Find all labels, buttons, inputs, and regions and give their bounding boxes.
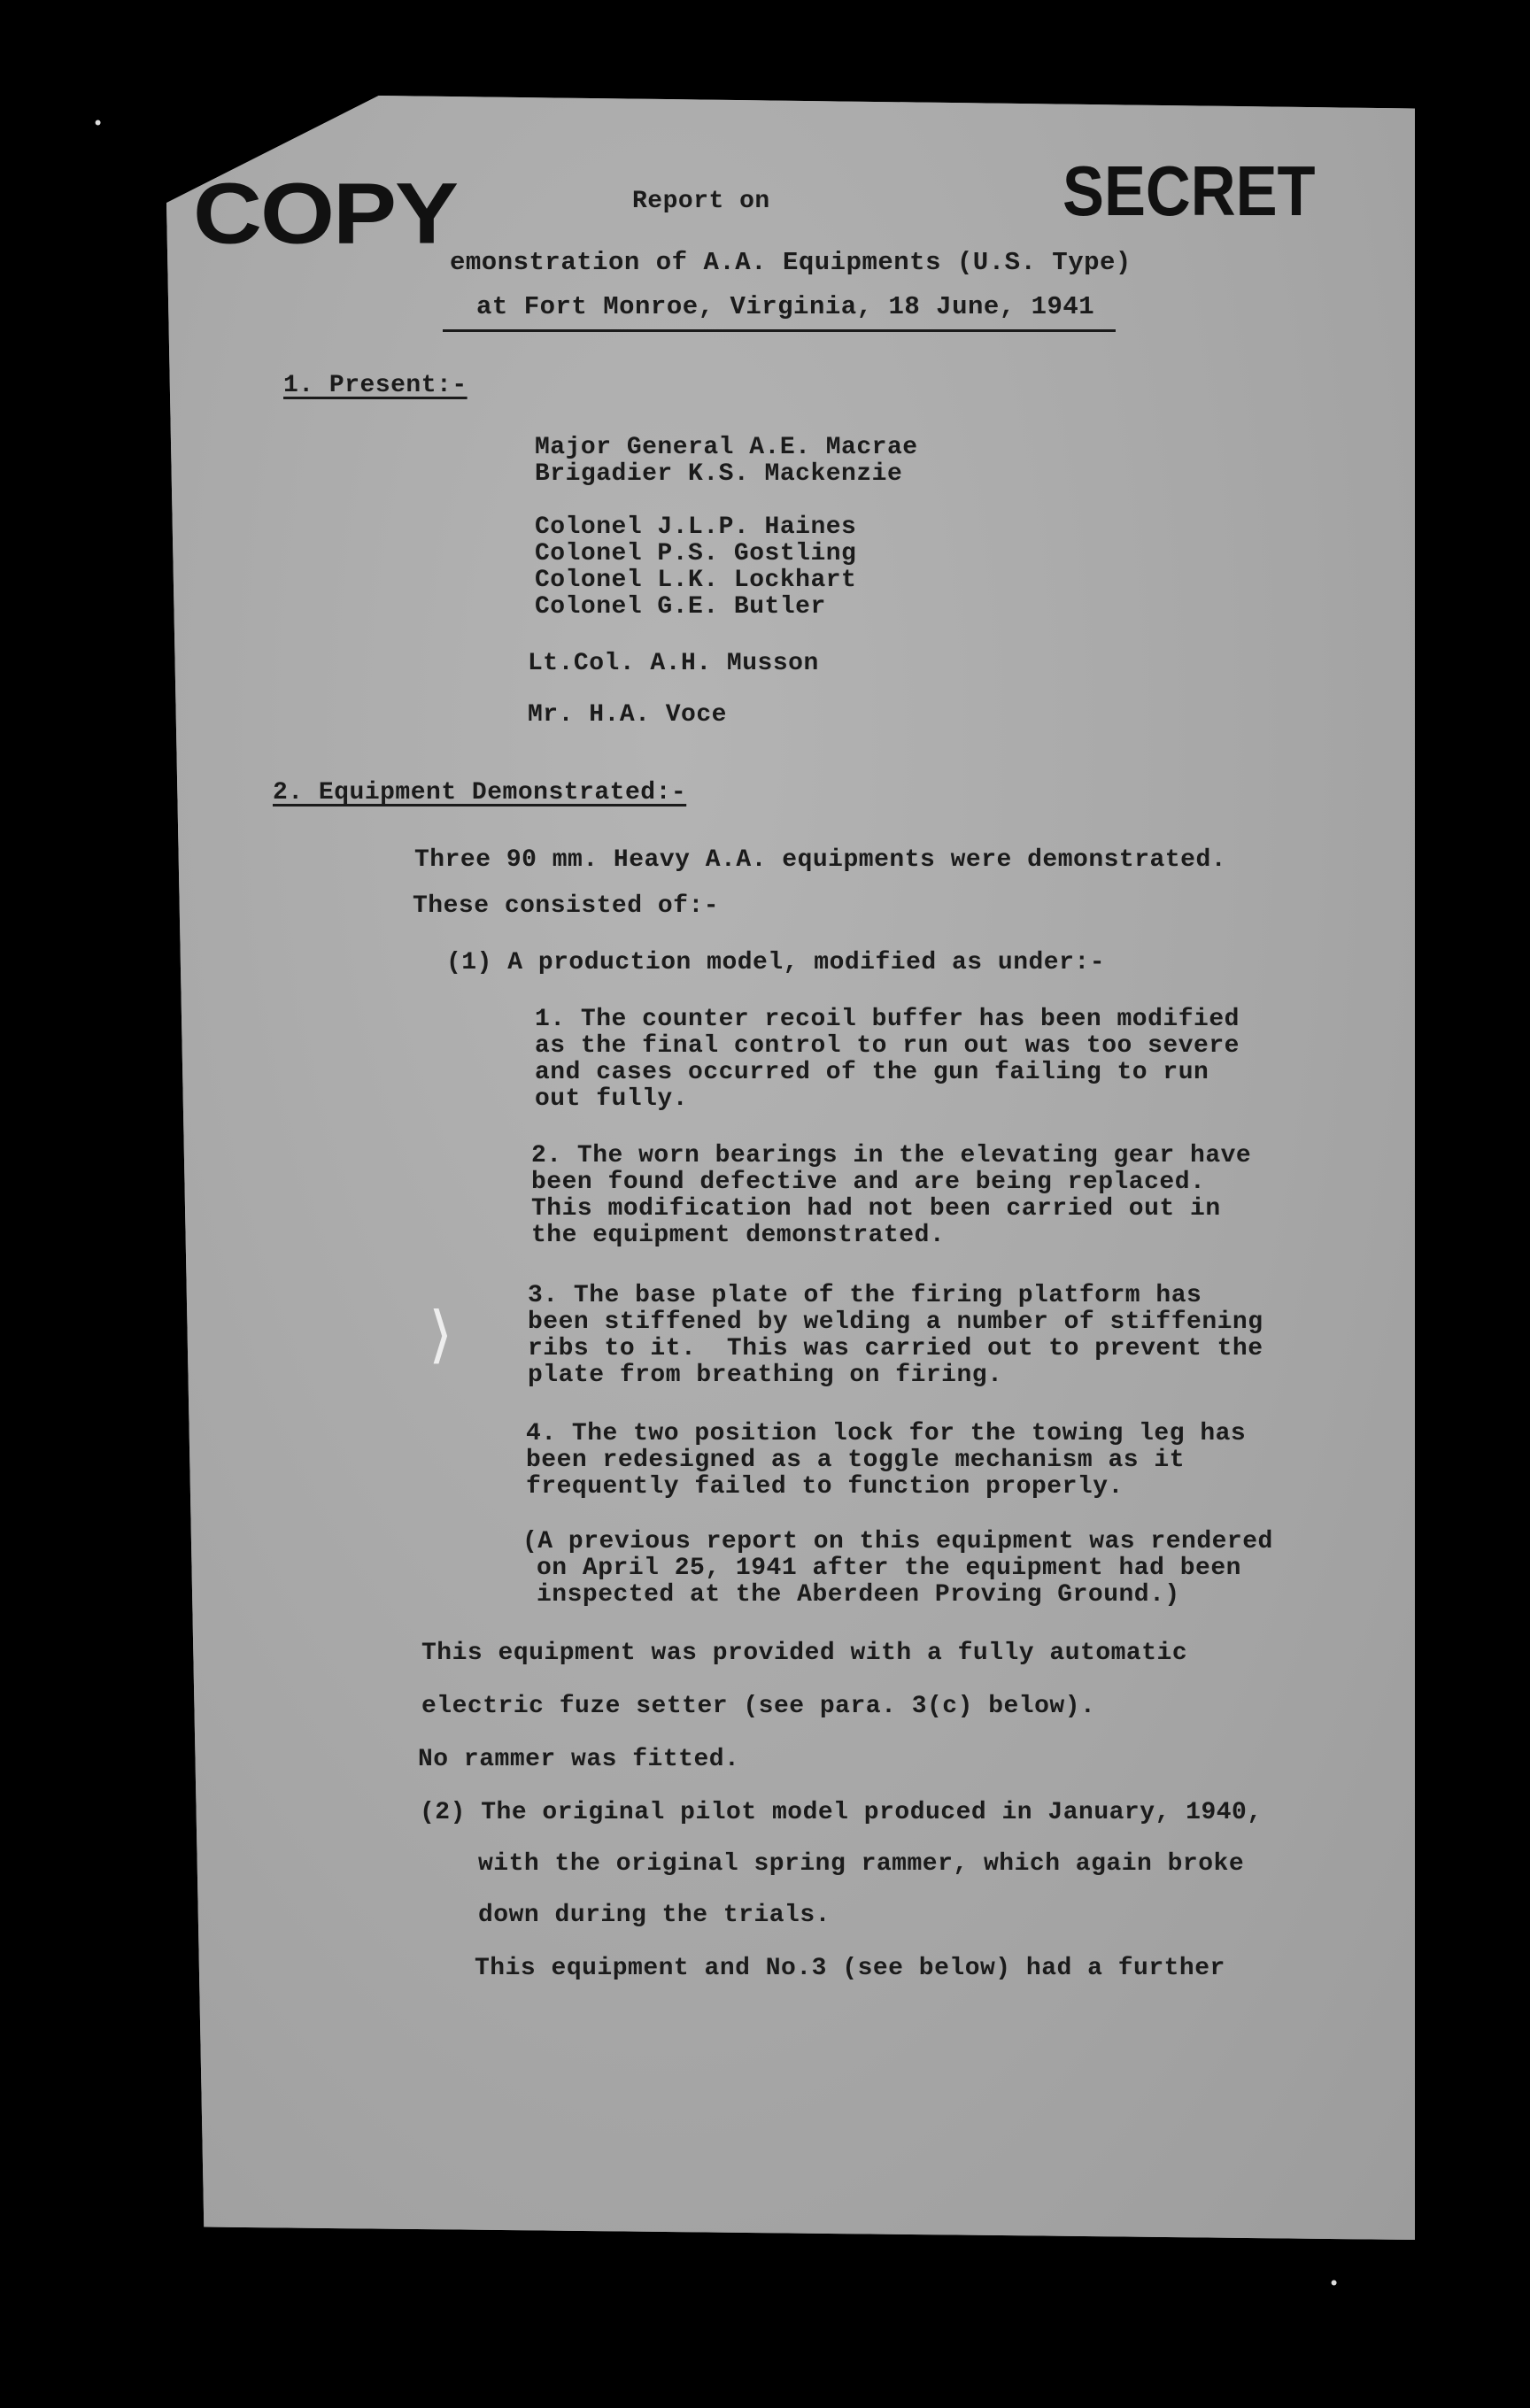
modification-1-line: 1. The counter recoil buffer has been modified — [535, 1006, 1240, 1033]
modification-2-line: 2. The worn bearings in the elevating gear have — [531, 1142, 1252, 1169]
note-line: (A previous report on this equipment was rendered — [522, 1528, 1273, 1555]
secret-stamp: SECRET — [1062, 151, 1316, 230]
note-line: inspected at the Aberdeen Proving Ground.) — [537, 1581, 1180, 1609]
modification-1-line: and cases occurred of the gun failing to run — [535, 1059, 1209, 1086]
scan-speck: • — [92, 113, 104, 135]
modification-4-line: 4. The two position lock for the towing leg has — [526, 1420, 1247, 1447]
item-2-line: with the original spring rammer, which again broke — [478, 1850, 1245, 1878]
attendee: Lt.Col. A.H. Musson — [528, 650, 819, 677]
modification-4-line: frequently failed to function properly. — [526, 1473, 1124, 1501]
report-heading: Report on — [632, 188, 770, 215]
report-title: emonstration of A.A. Equipments (U.S. Type) — [450, 248, 1132, 277]
attendee: Colonel P.S. Gostling — [535, 540, 857, 567]
attendee: Major General A.E. Macrae — [535, 434, 918, 461]
modification-4-line: been redesigned as a toggle mechanism as it — [526, 1447, 1186, 1474]
report-subtitle: at Fort Monroe, Virginia, 18 June, 1941 — [476, 292, 1095, 321]
section-2-heading: 2. Equipment Demonstrated:- — [273, 779, 687, 807]
modification-2-line: This modification had not been carried out in — [531, 1195, 1221, 1223]
intro-line: Three 90 mm. Heavy A.A. equipments were demonstrated. — [414, 846, 1227, 874]
modification-3-line: 3. The base plate of the firing platform has — [528, 1282, 1202, 1309]
consisted-line: These consisted of:- — [413, 892, 720, 920]
scan-speck: • — [1328, 2273, 1341, 2296]
modification-2-line: been found defective and are being replaced. — [531, 1169, 1206, 1196]
last-line: This equipment and No.3 (see below) had a further — [475, 1955, 1225, 1982]
modification-1-line: out fully. — [535, 1085, 689, 1113]
item-2-line: down during the trials. — [478, 1902, 831, 1929]
margin-mark: ⟩ — [429, 1298, 453, 1370]
attendee: Colonel G.E. Butler — [535, 593, 826, 621]
modification-3-line: been stiffened by welding a number of stiffening — [528, 1308, 1263, 1336]
modification-2-line: the equipment demonstrated. — [531, 1222, 946, 1249]
item-1-line: (1) A production model, modified as under:- — [446, 949, 1106, 976]
attendee: Colonel L.K. Lockhart — [535, 567, 857, 594]
modification-3-line: ribs to it. This was carried out to prevent the — [528, 1335, 1263, 1362]
section-1-heading: 1. Present:- — [283, 372, 468, 399]
modification-1-line: as the final control to run out was too severe — [535, 1032, 1240, 1060]
fuze-line: electric fuze setter (see para. 3(c) below). — [421, 1693, 1096, 1720]
note-line: on April 25, 1941 after the equipment had been — [537, 1555, 1241, 1582]
attendee: Mr. H.A. Voce — [528, 701, 727, 729]
copy-stamp: COPY — [193, 165, 458, 261]
attendee: Colonel J.L.P. Haines — [535, 513, 857, 541]
rammer-line: No rammer was fitted. — [418, 1746, 740, 1773]
fuze-line: This equipment was provided with a fully automatic — [421, 1640, 1188, 1667]
item-2-line: (2) The original pilot model produced in January, 1940, — [420, 1799, 1263, 1826]
modification-3-line: plate from breathing on firing. — [528, 1362, 1003, 1389]
title-underline — [443, 329, 1116, 332]
attendee: Brigadier K.S. Mackenzie — [535, 460, 903, 488]
